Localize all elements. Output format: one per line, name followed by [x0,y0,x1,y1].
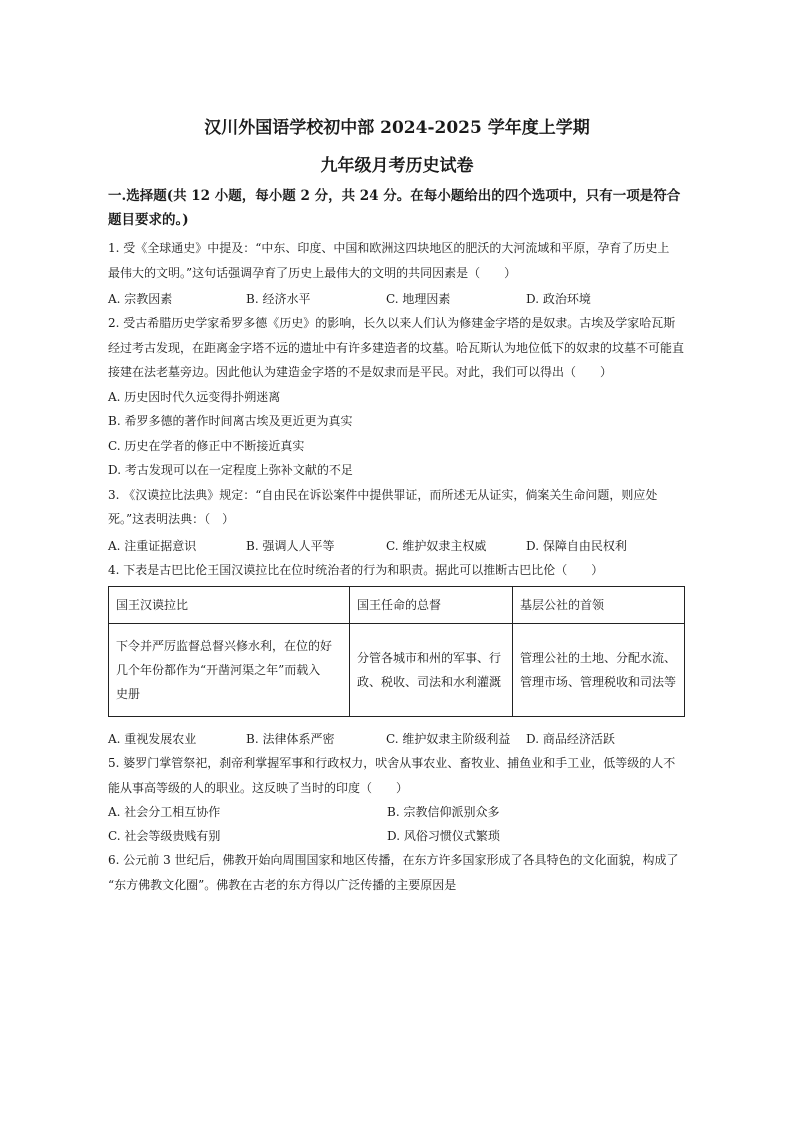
cell-line: 分管各城市和州的军事、行 [357,651,502,665]
cell-line: 管理公社的土地、分配水流、 [520,651,677,665]
option-b[interactable]: B. 强调人人平等 [246,538,335,553]
table-header-cell: 国王任命的总督 [350,587,513,624]
question-2 [108,311,686,483]
option-a[interactable]: A. 社会分工相互协作 [108,805,221,819]
option-a[interactable]: A. 重视发展农业 [108,732,197,746]
roles-table [108,586,685,717]
cell-line: 几个年份都作为“开凿河渠之年”而载入 [116,663,321,677]
section-heading [108,184,686,232]
question-stem-line: 接建在法老墓旁边。因此他认为建造金字塔的不是奴隶而是平民。对此，我们可以得出（ ） [108,365,613,379]
question-options [108,800,686,824]
question-stem-line: 5. 婆罗门掌管祭祀，刹帝利掌握军事和行政权力，吠舍从事农业、畜牧业、捕鱼业和手工业，低等级的人不 [108,756,676,770]
table-cell [109,624,350,717]
table-cell [350,624,513,717]
cell-line: 管理市场、管理税收和司法等 [520,675,677,689]
question-stem-line: 1. 受《全球通史》中提及：“中东、印度、中国和欧洲这四块地区的肥沃的大河流域和平原，孕育了历史上 [108,241,670,255]
option-d[interactable]: D. 考古发现可以在一定程度上弥补文献的不足 [108,463,353,477]
option-a[interactable]: A. 宗教因素 [108,292,173,306]
option-d[interactable]: D. 政治环境 [526,292,591,306]
table-header-cell: 基层公社的首领 [513,587,685,624]
question-1 [108,236,686,311]
table-header-cell: 国王汉谟拉比 [109,587,350,624]
question-stem-line: 经过考古发现，在距离金字塔不远的遗址中有许多建造者的坟墓。哈瓦斯认为地位低下的奴隶的坟墓不可能直 [108,340,685,355]
table-header-row [109,587,685,624]
question-6 [108,848,686,897]
option-a[interactable]: A. 历史因时代久远变得扑朔迷离 [108,389,281,404]
option-b[interactable]: B. 法律体系严密 [246,732,335,746]
question-options [108,287,686,311]
section-heading-line: 题目要求的。) [108,212,189,228]
table-row [109,624,685,717]
option-c[interactable]: C. 地理因素 [386,292,451,306]
option-c[interactable]: C. 社会等级贵贱有别 [108,829,221,843]
exam-title: 汉川外国语学校初中部 2024-2025 学年度上学期 [204,118,590,138]
table-cell [513,624,685,717]
question-options [108,534,686,558]
option-d[interactable]: D. 商品经济活跃 [526,732,615,746]
question-5 [108,751,686,848]
question-4 [108,558,686,752]
cell-line: 下令并严厉监督总督兴修水利，在位的好 [116,639,333,653]
question-stem-line: 2. 受古希腊历史学家希罗多德《历史》的影响，长久以来人们认为修建金字塔的是奴隶。古埃及学家哈瓦斯 [108,316,676,330]
cell-line: 政、税收、司法和水利灌溉 [357,675,502,689]
cell-line: 史册 [116,687,141,701]
option-b[interactable]: B. 宗教信仰派别众多 [387,805,500,819]
question-stem-line: 死。”这表明法典：（ ） [108,512,235,526]
question-stem-line: “东方佛教文化圈”。佛教在古老的东方得以广泛传播的主要原因是 [108,877,457,892]
option-d[interactable]: D. 风俗习惯仪式繁琐 [387,829,500,843]
option-d[interactable]: D. 保障自由民权利 [526,538,627,553]
option-b[interactable]: B. 希罗多德的著作时间离古埃及更近更为真实 [108,414,353,428]
section-heading-line: 一.选择题(共 12 小题，每小题 2 分，共 24 分。在每小题给出的四个选项中，只有一项是符合 [108,188,681,204]
question-options [108,824,686,848]
option-c[interactable]: C. 维护奴隶主权威 [386,538,487,553]
question-stem-line: 6. 公元前 3 世纪后，佛教开始向周围国家和地区传播，在东方许多国家形成了各具特色的文化面貌，构成了 [108,853,679,867]
question-stem-line: 3. 《汉谟拉比法典》规定：“自由民在诉讼案件中提供罪证，而所述无从证实，倘案关生命问题，则应处 [108,487,658,502]
question-stem-line: 能从事高等级的人的职业。这反映了当时的印度（ ） [108,780,409,795]
question-stem-line: 最伟大的文明。”这句话强调孕育了历史上最伟大的文明的共同因素是（ ） [108,265,517,280]
question-3 [108,483,686,558]
question-stem-line: 4. 下表是古巴比伦王国汉谟拉比在位时统治者的行为和职责。据此可以推断古巴比伦（ ） [108,562,604,577]
exam-subtitle: 九年级月考历史试卷 [320,156,474,176]
option-c[interactable]: C. 维护奴隶主阶级利益 [386,732,511,746]
option-a[interactable]: A. 注重证据意识 [108,538,197,553]
question-options [108,727,686,751]
option-b[interactable]: B. 经济水平 [246,292,311,306]
option-c[interactable]: C. 历史在学者的修正中不断接近真实 [108,438,305,453]
